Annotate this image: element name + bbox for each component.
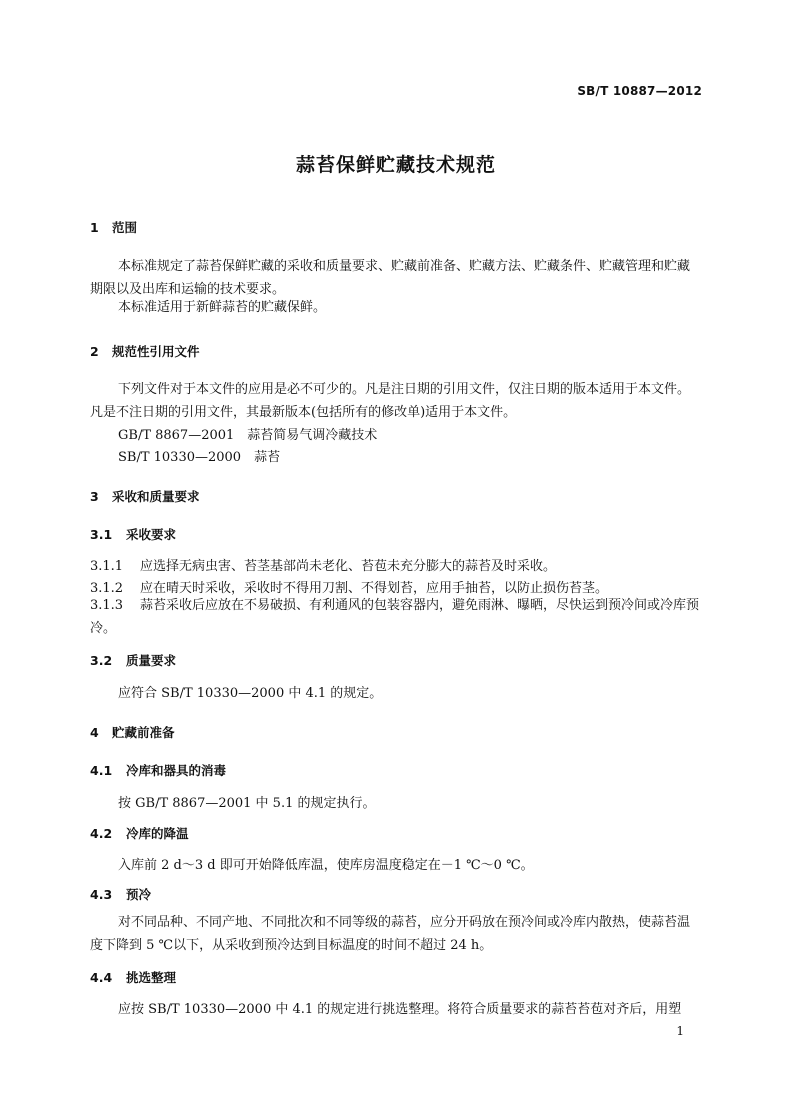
section-number: 4 [90, 725, 99, 740]
section-3-heading [90, 487, 200, 505]
subsection-title: 冷库和器具的消毒 [126, 763, 227, 778]
clause-number: 3.1.3 [90, 598, 124, 613]
subsection-number: 4.4 [90, 970, 113, 985]
subsection-3-2-heading [90, 651, 176, 669]
subsection-4-1-heading [90, 761, 226, 779]
page-number: 1 [676, 1024, 684, 1038]
section-title: 采收和质量要求 [112, 489, 200, 504]
subsection-number: 4.2 [90, 826, 113, 841]
paragraph: 本标准规定了蒜苔保鲜贮藏的采收和质量要求、贮藏前准备、贮藏方法、贮藏条件、贮藏管理和贮藏期限以及出库和运输的技术要求。 [90, 259, 691, 297]
clause-number: 3.1.1 [90, 559, 124, 574]
paragraph: 对不同品种、不同产地、不同批次和不同等级的蒜苔，应分开码放在预冷间或冷库内散热，使蒜苔温度下降到 5 ℃以下，从采收到预冷达到目标温度的时间不超过 24 h。 [90, 915, 691, 953]
subsection-3-1-heading [90, 525, 176, 543]
document-title: 蒜苔保鲜贮藏技术规范 [295, 154, 496, 176]
section-title: 贮藏前准备 [112, 725, 175, 740]
standard-code: SB/T 10887—2012 [577, 84, 702, 98]
clause-number: 3.1.2 [90, 581, 124, 596]
subsection-number: 4.3 [90, 887, 113, 902]
normative-reference: SB/T 10330—2000 蒜苔 [118, 450, 281, 465]
subsection-title: 采收要求 [126, 527, 177, 542]
clause-3-1-3 [90, 594, 702, 640]
section-title: 范围 [112, 220, 138, 235]
subsection-4-3-heading [90, 885, 151, 903]
subsection-4-2-heading [90, 824, 189, 842]
section-4-heading [90, 723, 175, 741]
subsection-title: 挑选整理 [126, 970, 177, 985]
paragraph: 入库前 2 d～3 d 即可开始降低库温，使库房温度稳定在－1 ℃～0 ℃。 [118, 858, 534, 873]
section-number: 2 [90, 344, 99, 359]
paragraph: 按 GB/T 8867—2001 中 5.1 的规定执行。 [118, 796, 376, 811]
section-number: 1 [90, 220, 99, 235]
section-title: 规范性引用文件 [112, 344, 200, 359]
clause-3-1-1 [90, 555, 556, 574]
subsection-number: 3.2 [90, 653, 113, 668]
paragraph: 本标准适用于新鲜蒜苔的贮藏保鲜。 [118, 300, 327, 315]
subsection-title: 质量要求 [126, 653, 177, 668]
clause-text: 应在晴天时采收，采收时不得用刀割、不得划苔，应用手抽苔，以防止损伤苔茎。 [140, 581, 609, 596]
paragraph: 下列文件对于本文件的应用是必不可少的。凡是注日期的引用文件，仅注日期的版本适用于本文件。凡是不注日期的引用文件，其最新版本(包括所有的修改单)适用于本文件。 [90, 382, 691, 420]
normative-reference: GB/T 8867—2001 蒜苔简易气调冷藏技术 [118, 428, 378, 443]
subsection-number: 3.1 [90, 527, 113, 542]
clause-text: 应选择无病虫害、苔茎基部尚未老化、苔苞未充分膨大的蒜苔及时采收。 [140, 559, 557, 574]
paragraph: 应符合 SB/T 10330—2000 中 4.1 的规定。 [118, 686, 383, 701]
paragraph: 应按 SB/T 10330—2000 中 4.1 的规定进行挑选整理。将符合质量要求的蒜苔苔苞对齐后，用塑 [118, 1002, 682, 1017]
clause-text: 蒜苔采收后应放在不易破损、有利通风的包装容器内，避免雨淋、曝晒，尽快运到预冷间或冷库预冷。 [90, 598, 700, 636]
subsection-title: 冷库的降温 [126, 826, 189, 841]
subsection-title: 预冷 [126, 887, 152, 902]
section-1-heading [90, 218, 137, 236]
section-number: 3 [90, 489, 99, 504]
subsection-number: 4.1 [90, 763, 113, 778]
section-2-heading [90, 342, 200, 360]
subsection-4-4-heading [90, 968, 176, 986]
